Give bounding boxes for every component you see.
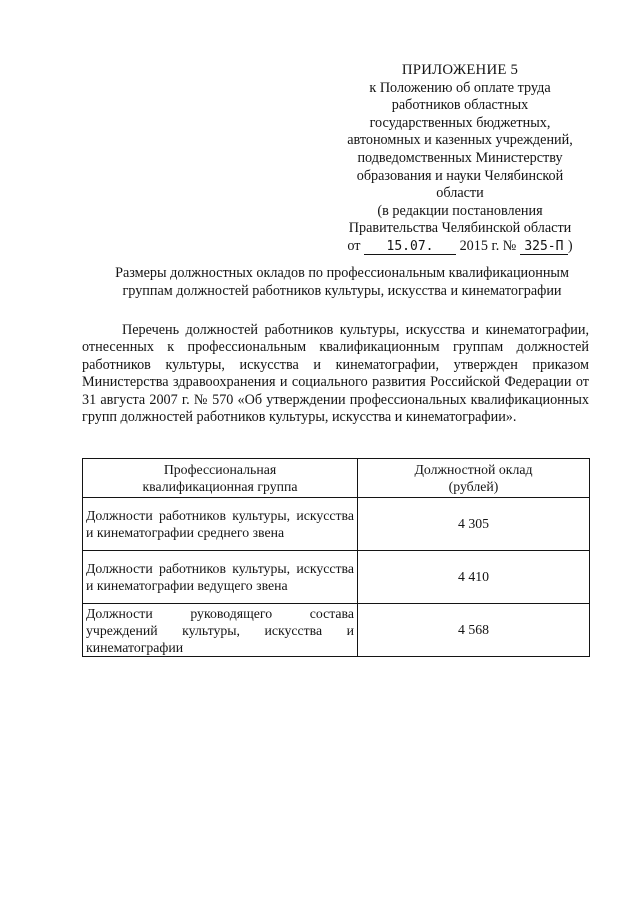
appendix-line: (в редакции постановления <box>377 202 543 219</box>
group-cell: Должности работников культуры, искусства и кинематографии ведущего звена <box>83 551 358 604</box>
appendix-line: Правительства Челябинской области <box>348 220 572 237</box>
salary-cell: 4 305 <box>358 498 590 551</box>
group-cell: Должности руководящего состава учреждений культуры, искусства и кинематографии <box>83 604 358 657</box>
table-row <box>83 498 590 551</box>
salary-table <box>82 458 590 657</box>
table-row <box>83 551 590 604</box>
document-heading <box>72 265 612 300</box>
header-group-line: Профессиональная <box>163 462 277 477</box>
appendix-line: области <box>436 185 484 202</box>
heading-line: Размеры должностных окладов по профессиональным квалификационным <box>115 265 569 281</box>
body-paragraph: Перечень должностей работников культуры, искусства и кинематографии, отнесенных к профессиональным квалификационным группам должностей работников культуры, искусства и кинематографии, утвержден приказом Министерства здравоохранения и социального развития Российской Федерации от 31 августа 2007 г. № 570 «Об утверждении профессиональных квалификационных групп должностей работников культуры, искусства и кинематографии». <box>82 322 589 426</box>
resolution-date-line <box>332 238 588 256</box>
header-salary-line: (рублей) <box>448 479 499 494</box>
appendix-line: работников областных <box>391 97 529 114</box>
group-cell: Должности работников культуры, искусства и кинематографии среднего звена <box>83 498 358 551</box>
table-row <box>83 604 590 657</box>
table-header-row <box>83 459 590 498</box>
salary-cell: 4 568 <box>358 604 590 657</box>
closing-paren: ) <box>567 237 573 254</box>
heading-line: группам должностей работников культуры, искусства и кинематографии <box>122 282 562 299</box>
appendix-line: образования и науки Челябинской <box>356 167 564 184</box>
header-salary-line: Должностной оклад <box>414 462 533 477</box>
year-number-label: 2015 г. № <box>459 237 517 254</box>
header-group <box>83 459 358 498</box>
appendix-block <box>332 62 588 256</box>
appendix-title: ПРИЛОЖЕНИЕ 5 <box>401 62 519 78</box>
resolution-date: 15.07. <box>364 240 456 255</box>
appendix-line: к Положению об оплате труда <box>369 79 551 96</box>
salary-cell: 4 410 <box>358 551 590 604</box>
header-group-line: квалификационная группа <box>142 479 298 494</box>
from-label: от <box>347 237 361 254</box>
appendix-line: подведомственных Министерству <box>357 149 563 166</box>
resolution-number: 325-П <box>520 240 568 255</box>
header-salary <box>358 459 590 498</box>
appendix-line: автономных и казенных учреждений, <box>347 132 573 149</box>
appendix-line: государственных бюджетных, <box>369 114 551 131</box>
